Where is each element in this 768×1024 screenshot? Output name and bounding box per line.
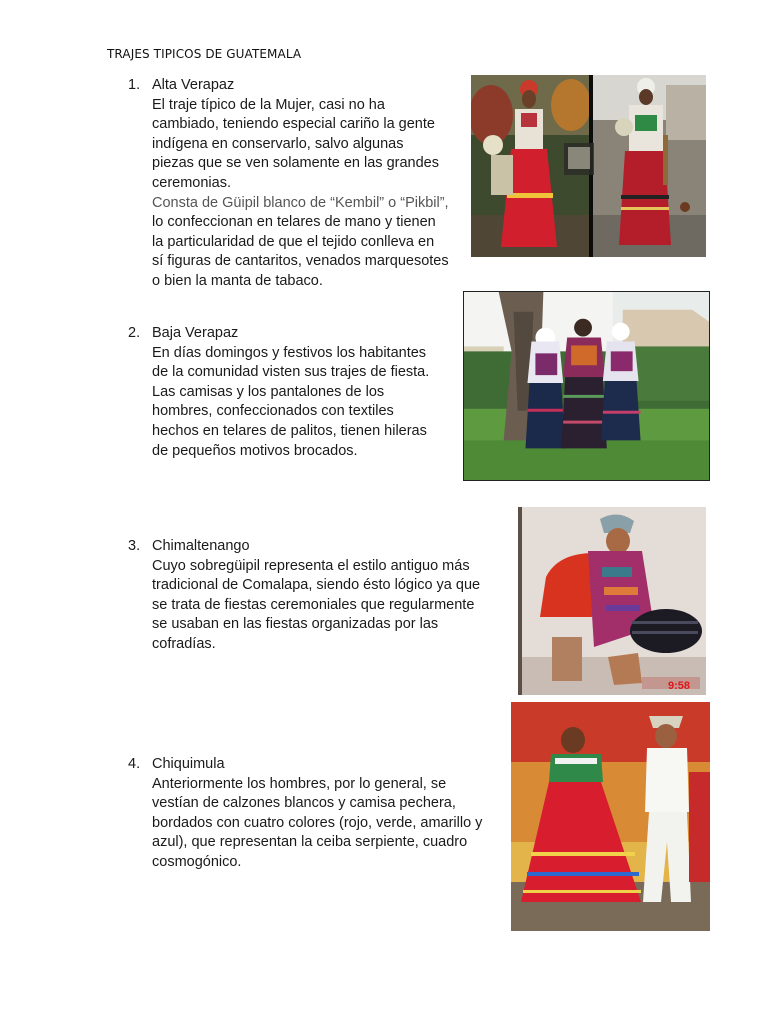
item-line: ceremonias.: [152, 174, 231, 191]
item-text: [152, 537, 480, 655]
item-line: El traje típico de la Mujer, casi no ha: [152, 96, 385, 113]
photo-timestamp: 9:58: [668, 680, 691, 692]
item-line: hombres, confeccionados con textiles: [152, 403, 394, 420]
item-line: la particularidad de que el tejido conlleva en: [152, 233, 435, 250]
item-heading: Chiquimula: [152, 756, 225, 772]
item-heading: Baja Verapaz: [152, 325, 239, 341]
item-line: Cuyo sobregüipil representa el estilo antiguo más: [152, 557, 470, 574]
photo-baja-verapaz: [463, 291, 710, 481]
item-line: bordados con cuatro colores (rojo, verde, amarillo y: [152, 814, 483, 831]
item-line: cambiado, teniendo especial cariño la gente: [152, 116, 435, 133]
item-number: 1.: [128, 77, 141, 93]
item-line: vestían de calzones blancos y camisa pechera,: [152, 795, 456, 812]
item-text: [152, 76, 449, 292]
item-number: 2.: [128, 325, 141, 341]
item-line: tradicional de Comalapa, siendo ésto lógico ya que: [152, 577, 481, 594]
item-number: 3.: [128, 538, 141, 554]
document-title: TRAJES TIPICOS DE GUATEMALA: [107, 47, 302, 61]
item-line: de la comunidad visten sus trajes de fiesta.: [152, 364, 430, 381]
item-line: piezas que se ven solamente en las grandes: [152, 155, 439, 172]
item-text: [152, 755, 482, 873]
item-line: hechos en telares de palitos, tienen hileras: [152, 422, 427, 439]
photo-alta-verapaz: [471, 75, 706, 257]
item-line: de pequeños motivos brocados.: [152, 442, 358, 459]
item-heading: Alta Verapaz: [152, 77, 235, 93]
item-text: [152, 324, 429, 461]
item-line: En días domingos y festivos los habitantes: [152, 344, 427, 361]
item-line: Consta de Güipil blanco de “Kembil” o “Pikbil”,: [152, 194, 449, 211]
item-line: cosmogónico.: [152, 853, 242, 870]
item-line: Anteriormente los hombres, por lo general, se: [152, 775, 447, 792]
item-line: azul), que representan la ceiba serpiente, cuadro: [152, 834, 468, 851]
item-line: indígena en conservarlo, salvo algunas: [152, 135, 404, 152]
photo-chiquimula: [511, 702, 710, 931]
photo-chimaltenango: [518, 507, 706, 695]
item-line: lo confeccionan en telares de mano y tienen: [152, 214, 436, 231]
item-line: o bien la manta de tabaco.: [152, 272, 323, 289]
item-line: se trata de fiestas ceremoniales que regularmente: [152, 596, 475, 613]
item-line: se usaban en las fiestas organizadas por las: [152, 616, 439, 633]
item-line: sí figuras de cantaritos, venados marquesotes: [152, 253, 449, 270]
item-line: cofradías.: [152, 635, 216, 652]
item-line: Las camisas y los pantalones de los: [152, 383, 385, 400]
item-heading: Chimaltenango: [152, 538, 250, 554]
item-number: 4.: [128, 756, 141, 772]
